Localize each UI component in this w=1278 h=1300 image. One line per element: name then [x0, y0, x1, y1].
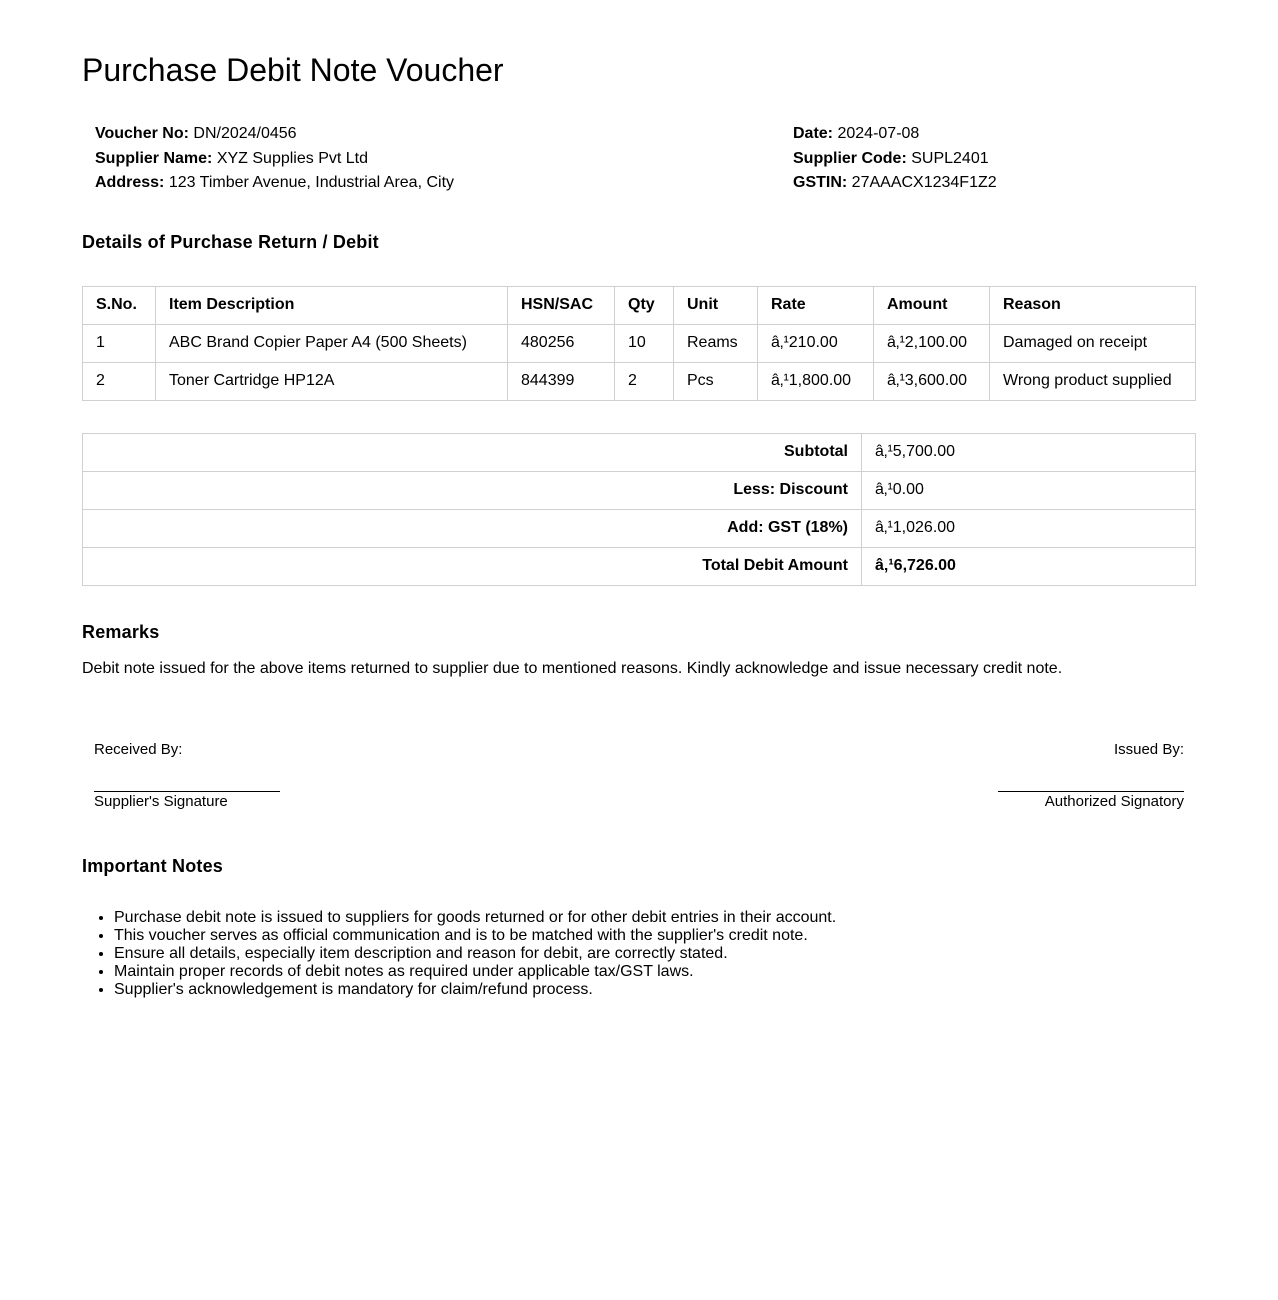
cell-rate: â‚¹1,800.00: [758, 362, 874, 400]
authorized-signature-line: [998, 791, 1184, 792]
supplier-code-label: Supplier Code:: [793, 149, 907, 167]
cell-hsn: 844399: [508, 362, 615, 400]
supplier-code-value: SUPL2401: [911, 149, 989, 167]
subtotal-value: â‚¹5,700.00: [862, 433, 1196, 471]
cell-qty: 10: [615, 324, 674, 362]
issued-label: Issued By:: [1113, 740, 1184, 758]
notes-list: [82, 909, 1196, 999]
cell-description: ABC Brand Copier Paper A4 (500 Sheets): [156, 324, 508, 362]
date-value: 2024-07-08: [837, 125, 920, 142]
total-debit-row: [83, 547, 1196, 585]
cell-reason: Wrong product supplied: [990, 362, 1196, 400]
date: [793, 122, 1183, 147]
cell-reason: Damaged on receipt: [990, 324, 1196, 362]
col-header: Amount: [874, 286, 990, 324]
col-header: Reason: [990, 286, 1196, 324]
cell-qty: 2: [615, 362, 674, 400]
supplier-name-value: XYZ Supplies Pvt Ltd: [216, 149, 368, 167]
cell-sno: 1: [83, 324, 156, 362]
supplier-signature-line: [94, 791, 280, 792]
cell-hsn: 480256: [508, 324, 615, 362]
voucher-meta: [82, 122, 1196, 196]
gst-value: â‚¹1,026.00: [862, 509, 1196, 547]
supplier-signature-caption: Supplier's Signature: [94, 792, 228, 810]
items-header-row: [83, 286, 1196, 324]
address: [95, 171, 454, 196]
gstin-label: GSTIN:: [793, 174, 848, 191]
gst-row: [83, 509, 1196, 547]
discount-value: â‚¹0.00: [862, 471, 1196, 509]
voucher-no: [95, 122, 454, 147]
items-table: [82, 286, 1196, 401]
gst-label: Add: GST (18%): [83, 509, 862, 547]
subtotal-label: Subtotal: [83, 433, 862, 471]
received-block: [94, 741, 280, 810]
discount-label: Less: Discount: [83, 471, 862, 509]
list-item: • This voucher serves as official communication and is to be matched with the supplier's credit note.: [114, 927, 1196, 945]
total-debit-value: â‚¹6,726.00: [862, 547, 1196, 585]
cell-unit: Reams: [674, 324, 758, 362]
supplier-name-label: Supplier Name:: [95, 149, 213, 167]
voucher-no-label: Voucher No:: [95, 125, 189, 142]
issued-block: [998, 741, 1184, 810]
date-label: Date:: [793, 125, 834, 142]
meta-right: [793, 122, 1183, 196]
voucher-no-value: DN/2024/0456: [193, 125, 297, 142]
address-value: 123 Timber Avenue, Industrial Area, City: [168, 174, 455, 191]
col-header: Rate: [758, 286, 874, 324]
list-item: • Supplier's acknowledgement is mandatory for claim/refund process.: [114, 981, 1196, 999]
page-title: Purchase Debit Note Voucher: [82, 52, 504, 88]
list-item: • Ensure all details, especially item description and reason for debit, are correctly stated.: [114, 945, 1196, 963]
table-row: [83, 324, 1196, 362]
address-label: Address:: [95, 174, 165, 191]
cell-rate: â‚¹210.00: [758, 324, 874, 362]
authorized-signature-caption: Authorized Signatory: [1044, 792, 1184, 810]
signature-section: [82, 741, 1196, 810]
cell-sno: 2: [83, 362, 156, 400]
col-header: Qty: [615, 286, 674, 324]
totals-table: [82, 433, 1196, 586]
cell-amount: â‚¹3,600.00: [874, 362, 990, 400]
remarks-text: Debit note issued for the above items returned to supplier due to mentioned reasons. Kindly acknowledge and issue necessary credit note.: [82, 659, 1063, 677]
remarks-title: Remarks: [82, 621, 160, 642]
list-item: • Purchase debit note is issued to suppliers for goods returned or for other debit entries in their account.: [114, 909, 1196, 927]
subtotal-row: [83, 433, 1196, 471]
gstin: [793, 171, 1183, 196]
discount-row: [83, 471, 1196, 509]
details-title: Details of Purchase Return / Debit: [82, 231, 379, 252]
total-debit-label: Total Debit Amount: [83, 547, 862, 585]
cell-amount: â‚¹2,100.00: [874, 324, 990, 362]
meta-left: [95, 122, 454, 196]
gstin-value: 27AAACX1234F1Z2: [851, 174, 997, 191]
cell-description: Toner Cartridge HP12A: [156, 362, 508, 400]
col-header: Unit: [674, 286, 758, 324]
col-header: S.No.: [83, 286, 156, 324]
cell-unit: Pcs: [674, 362, 758, 400]
notes-title: Important Notes: [82, 855, 224, 876]
supplier-code: [793, 147, 1183, 172]
table-row: [83, 362, 1196, 400]
supplier-name: [95, 147, 454, 172]
list-item: • Maintain proper records of debit notes as required under applicable tax/GST laws.: [114, 963, 1196, 981]
col-header: HSN/SAC: [508, 286, 615, 324]
col-header: Item Description: [156, 286, 508, 324]
received-label: Received By:: [94, 740, 183, 758]
